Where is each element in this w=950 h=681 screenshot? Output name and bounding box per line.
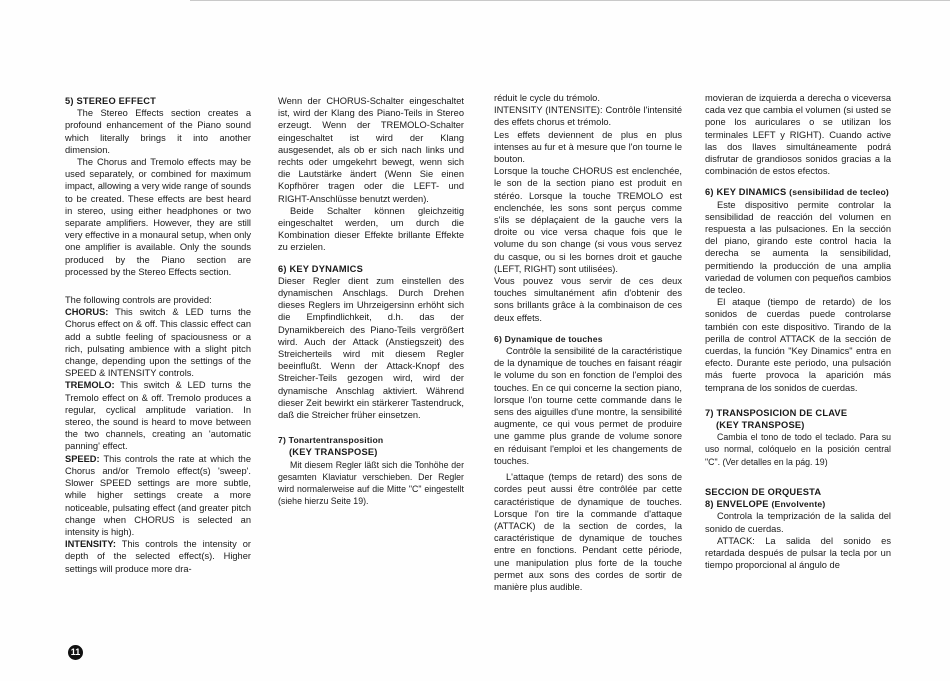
- paragraph: Vous pouvez vous servir de ces deux touches simultanément afin d'obtenir des sons brillants grâce à la combinaison de ces deux effets.: [494, 276, 682, 323]
- paragraph: The following controls are provided:: [65, 295, 212, 306]
- heading-line: (sensibilidad de tecleo): [789, 187, 889, 198]
- heading-line: (Envolvente): [771, 499, 826, 510]
- paragraph: movieran de izquierda a derecha o viceversa cada vez que cambia el volumen (si usted se pone los auriculares o se utilizan los terminales LEFT y RIGHT). Cuando active las dos llaves simultáneamente podrá disfrutar de grandiosos sonidos gracias a la combinación de estos efectos.: [705, 93, 891, 177]
- top-rule: [190, 0, 950, 1]
- page-number: 11: [68, 645, 83, 660]
- heading-envelope: [705, 498, 891, 510]
- paragraph: Cambia el tono de todo el teclado. Para su uso normal, colóquelo en la posición central "C". (Ver detalles en la pág. 19): [705, 432, 891, 467]
- paragraph: Contrôle la sensibilité de la caractéristique de la dynamique de touches en faisant réagir le volume du son en fonction de l'emploi des touches. En ce qui concerne la section piano, lorsque l'on tourne cette commande dans le sens des aiguilles d'une montre, la sensibilité augmente, ce qui vous permet de produire une gamme plus grande de volume sonore en réduisant l'emploi et les changements de touches.: [494, 346, 682, 466]
- heading-dynamique: [494, 333, 682, 345]
- tremolo-description: [65, 379, 251, 452]
- paragraph: The Stereo Effects section creates a profound enhancement of the Piano sound which literally brings it into another dimension.: [65, 108, 251, 155]
- paragraph: réduit le cycle du trémolo.: [494, 93, 600, 103]
- heading-line: 6) KEY DINAMICS: [705, 187, 787, 198]
- paragraph: Lorsque la touche CHORUS est enclenchée, le son de la section piano est produit en stéréo. Lorsque la touche TREMOLO est enclenchée, les sons sont perçus comme s'ils se déplaçaient de la gauche vers la droite ou vice versa chaque fois que le volume du son change (si vous vous servez du casque, ou si les bornes droit et gauche (LEFT, RIGHT) sont utilisées).: [494, 166, 682, 274]
- chorus-description: [65, 306, 251, 379]
- paragraph: Controla la temprización de la salida del sonido de cuerdas.: [705, 511, 891, 534]
- heading-transposicion: [705, 407, 891, 431]
- column-english: [65, 95, 251, 575]
- paragraph: Les effets deviennent de plus en plus intenses au fur et à mesure que l'on tourne le bouton.: [494, 129, 682, 165]
- speed-label: SPEED:: [65, 453, 100, 464]
- paragraph: Beide Schalter können gleichzeitig eingeschaltet werden, um durch die Kombination dieser Effekte brillante Effekte zu erzielen.: [278, 205, 464, 253]
- speed-description: [65, 453, 251, 538]
- paragraph: L'attaque (temps de retard) des sons de cordes peut aussi être contrôlée par cette caractéristique de dynamique de touches. Lorsque l'on tire la commande d'attaque (ATTACK) de la section de cordes, la caractéristique de dynamique de touches entre en fonctions. Pendant cette période, une manipulation plus forte de la touche permet aux sons des cordes de sortir de manière plus audible.: [494, 472, 682, 592]
- attack-description: [705, 535, 891, 572]
- heading-key-transpose: [278, 434, 464, 458]
- attack-label: ATTACK:: [717, 535, 755, 546]
- paragraph: Mit diesem Regler läßt sich die Tonhöhe der gesamten Klaviatur verschieben. Der Regler wird normalerweise auf die Mitte "C" eingestellt (siehe hierzu Seite 19).: [278, 459, 464, 507]
- paragraph: INTENSITY (INTENSITE): Contrôle l'intensité des effets chorus et trémolo.: [494, 105, 682, 128]
- heading-line: 7) TRANSPOSICION DE CLAVE: [705, 407, 848, 418]
- intensity-description: [65, 538, 251, 575]
- column-spanish: [705, 92, 891, 571]
- heading-seccion-orquesta: SECCION DE ORQUESTA: [705, 486, 822, 497]
- heading-key-dynamics: 6) KEY DYNAMICS: [278, 263, 363, 274]
- heading-line: 6) Dynamique de touches: [494, 333, 603, 344]
- attack-text: La salida del sonido es retardada después de pulsar la tecla por un tiempo proporcional al ángulo de: [705, 535, 891, 571]
- column-german: [278, 95, 464, 508]
- heading-key-dinamics: [705, 186, 891, 198]
- column-french: [494, 92, 682, 593]
- paragraph: The Chorus and Tremolo effects may be used separately, or combined for maximum impact, allowing a very wide range of sounds to be created. These effects are best heard in stereo, using either headphones or two separate amplifiers. However, they are still very effective in a monaural setup, when only one amplifier is available. Only the sounds produced by the Piano section are processed by the Stereo Effects section.: [65, 157, 251, 277]
- speed-text: This controls the rate at which the Chorus and/or Tremolo effect(s) 'sweep'. Slower SPEED settings are more subtle, while higher settings create a more noticeable, pulsating effect (and greater pitch change when CHORUS is selected an intensity is high).: [65, 453, 251, 537]
- heading-line: (KEY TRANSPOSE): [289, 447, 378, 458]
- paragraph: El ataque (tiempo de retardo) de los sonidos de cuerdas puede controlarse también con este dispositivo. Tirando de la perilla de control ATTACK de la sección de cuerdas, la función "Key Dinamics" entra en efecto. Durante este periodo, una pulsación más fuerte provoca la aparición más temprana de los sonidos de cuerdas.: [705, 297, 891, 393]
- intensity-text: This controls the intensity or depth of the selected effect(s). Higher settings will produce more dra-: [65, 539, 251, 574]
- chorus-label: CHORUS:: [65, 307, 109, 318]
- tremolo-label: TREMOLO:: [65, 380, 115, 391]
- heading-line: 8) ENVELOPE: [705, 499, 769, 510]
- heading-line: 7) Tonartentransposition: [278, 435, 384, 446]
- paragraph: Wenn der CHORUS-Schalter eingeschaltet ist, wird der Klang des Piano-Teils in Stereo erzeugt. Wenn der TREMOLO-Schalter eingeschaltet ist wird der Klang ausgesendet, als ob er sich nach links und rechts oder umgekehrt bewegt, wenn sich die Lautstärke ändert (Wenn Sie einen Kopfhörer tragen oder die LEFT- und RIGHT-Anschlüsse benutzt werden).: [278, 96, 464, 204]
- intensity-label: INTENSITY:: [65, 539, 116, 550]
- heading-stereo-effect: 5) STEREO EFFECT: [65, 96, 157, 106]
- heading-line: (KEY TRANSPOSE): [716, 420, 805, 431]
- paragraph: Este dispositivo permite controlar la sensibilidad de reacción del volumen en respuesta a las pulsaciones. En la sección del piano, girando este control hacia la derecha se aumenta la sensibilidad, permitiendo la producción de una amplia variedad de volumen con pequeños cambios de tecleo.: [705, 199, 891, 296]
- tremolo-text: This switch & LED turns the Tremolo effect on & off. Tremolo produces a regular, cyclical amplitude variation. In stereo, the sound is heard to move between the two channels, creating an 'automatic panning' effect.: [65, 380, 251, 452]
- paragraph: Dieser Regler dient zum einstellen des dynamischen Anschlags. Durch Drehen dieses Reglers im Uhrzeigersinn erhöht sich die Empfindlichkeit, d.h. das der Dynamikbereich des Piano-Teils vergrößert wird. Auch der Attack (Anstiegszeit) des Streicherteils wird mit diesem Regler beeinflußt. Wenn der Attack-Knopf des Streicher-Teils gezogen wird, wird der dynamische Anschlag aktiviert. Während dieser Zeit bewirkt ein stärkerer Tastendruck, daß die Streicher früher einsetzen.: [278, 275, 464, 421]
- chorus-text: This switch & LED turns the Chorus effect on & off. This classic effect can add a subtle feeling of spaciousness or a rich, pulsating ambience with a slight pitch change, depending upon the settings of the SPEED & INTENSITY controls.: [65, 307, 251, 379]
